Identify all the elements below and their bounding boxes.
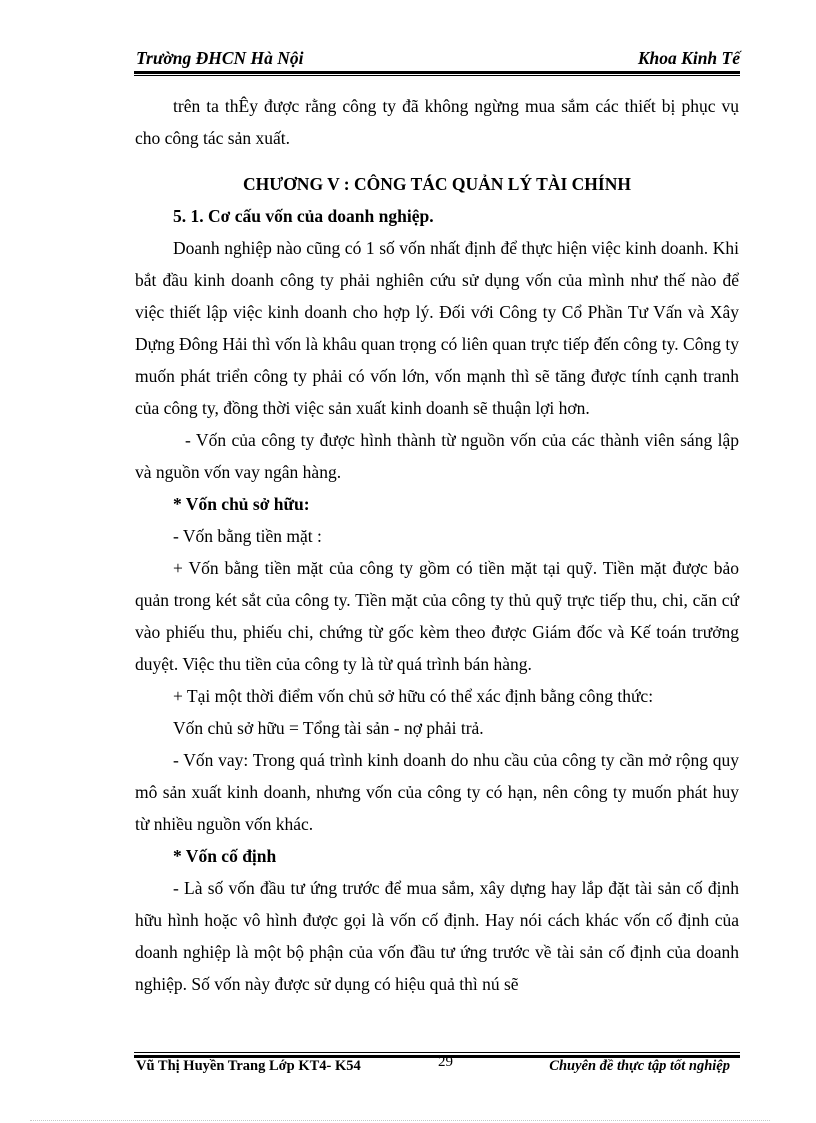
intro-paragraph: trên ta thÊy được rằng công ty đã không ngừng mua sắm các thiết bị phục vụ cho công tác sản xuất. [135,96,739,148]
paragraph-formula-intro: + Tại một thời điểm vốn chủ sở hữu có thể xác định bằng công thức: [173,686,654,706]
paragraph-formula: Vốn chủ sở hữu = Tổng tài sản - nợ phải trả. [173,718,484,738]
heading-fixed-capital: * Vốn cố định [173,846,277,866]
heading-owner-equity: * Vốn chủ sở hữu: [173,494,310,514]
chapter-title: CHƯƠNG V : CÔNG TÁC QUẢN LÝ TÀI CHÍNH [243,174,631,194]
paragraph-fixed-capital: - Là số vốn đầu tư ứng trước để mua sắm, xây dựng hay lắp đặt tài sản cố định hữu hình hoặc vô hình được gọi là vốn cố định. Hay nói cách khác vốn cố định của doanh nghiệp là một bộ phận của vốn đầu tư ứng trước về tài sản cố định của doanh nghiệp. Số vốn này được sử dụng có hiệu quả thì nú sẽ [135,878,739,994]
header-rule-thin [134,75,740,76]
page-number: 29 [438,1054,453,1070]
paragraph-capital-overview: Doanh nghiệp nào cũng có 1 số vốn nhất định để thực hiện việc kinh doanh. Khi bắt đầu kinh doanh công ty phải nghiên cứu sử dụng vốn của mình như thế nào để việc thiết lập việc kinh doanh cho hợp lý. Đối với Công ty Cổ Phần Tư Vấn và Xây Dựng Đông Hải thì vốn là khâu quan trọng có liên quan trực tiếp đến công ty. Công ty muốn phát triển công ty phải có vốn lớn, vốn mạnh thì sẽ tăng được tính cạnh tranh của công ty, đồng thời việc sản xuất kinh doanh sẽ thuận lợi hơn. [135,238,739,418]
page-header [134,48,740,70]
page-bottom-dotted-line [30,1120,770,1121]
header-rule-thick [134,71,740,74]
header-faculty-name: Khoa Kinh Tế [637,48,740,68]
paragraph-capital-sources: - Vốn của công ty được hình thành từ nguồn vốn của các thành viên sáng lập và nguồn vốn vay ngân hàng. [135,430,739,482]
footer-author: Vũ Thị Huyền Trang Lớp KT4- K54 [136,1058,361,1074]
paragraph-cash-details: + Vốn bằng tiền mặt của công ty gồm có tiền mặt tại quỹ. Tiền mặt được bảo quản trong két sắt của công ty. Tiền mặt của công ty thủ quỹ trực tiếp thu, chi, căn cứ vào phiếu thu, phiếu chi, chứng từ gốc kèm theo được Giám đốc và Kế toán trưởng duyệt. Việc thu tiền của công ty là từ quá trình bán hàng. [135,558,739,674]
footer-report-title: Chuyên đề thực tập tốt nghiệp [549,1058,730,1074]
footer-rule-thin [134,1052,740,1053]
paragraph-cash-capital: - Vốn bằng tiền mặt : [173,526,322,546]
page-body [135,90,739,1000]
section-heading-5-1: 5. 1. Cơ cấu vốn của doanh nghiệp. [173,206,434,226]
paragraph-borrowed-capital: - Vốn vay: Trong quá trình kinh doanh do nhu cầu của công ty cần mở rộng quy mô sản xuất kinh doanh, nhưng vốn của công ty có hạn, nên công ty muốn phát huy từ nhiều nguồn vốn khác. [135,750,739,834]
header-school-name: Trường ĐHCN Hà Nội [136,48,304,68]
page-footer [134,1054,740,1080]
